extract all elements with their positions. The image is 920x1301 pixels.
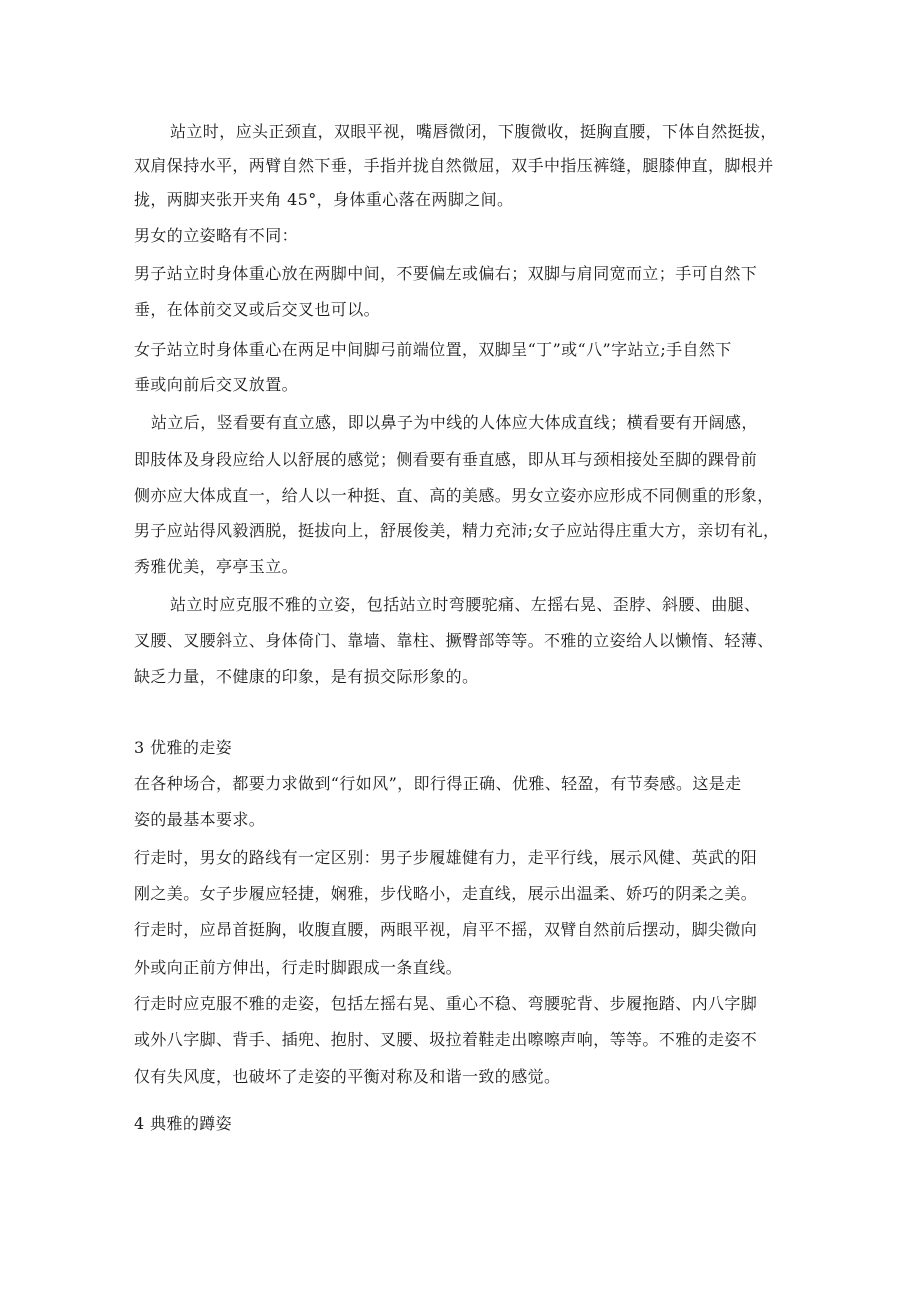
paragraph-line: 缺乏力量，不健康的印象，是有损交际形象的。 xyxy=(134,667,479,686)
paragraph-line: 男子应站得风毅洒脱，挺拔向上，舒展俊美，精力充沛;女子应站得庄重大方，亲切有礼， xyxy=(134,521,780,540)
paragraph-line: 站立后，竖看要有直立感，即以鼻子为中线的人体应大体成直线；横看要有开阔感， xyxy=(151,413,758,432)
paragraph-line: 双肩保持水平，两臂自然下垂，手指并拢自然微屈，双手中指压裤缝，腿膝伸直，脚根并 xyxy=(134,156,774,175)
paragraph-line: 垂或向前后交叉放置。 xyxy=(134,375,299,394)
paragraph-line: 叉腰、叉腰斜立、身体倚门、靠墙、靠柱、撅臀部等等。不雅的立姿给人以懒惰、轻薄、 xyxy=(134,631,774,650)
paragraph-line: 拢，两脚夹张开夹角 45°，身体重心落在两脚之间。 xyxy=(134,190,514,209)
section-heading: 3 优雅的走姿 xyxy=(134,738,233,757)
paragraph-line: 姿的最基本要求。 xyxy=(134,810,266,829)
paragraph-line: 男女的立姿略有不同： xyxy=(134,226,299,245)
paragraph-line: 行走时应克服不雅的走姿，包括左摇右晃、重心不稳、弯腰驼背、步履拖踏、内八字脚 xyxy=(134,994,758,1013)
paragraph-line: 秀雅优美，亭亭玉立。 xyxy=(134,557,299,576)
paragraph-line: 站立时，应头正颈直，双眼平视，嘴唇微闭，下腹微收，挺胸直腰，下体自然挺拔， xyxy=(170,122,777,141)
paragraph-line: 行走时，男女的路线有一定区别：男子步履雄健有力，走平行线，展示风健、英武的阳 xyxy=(134,848,758,867)
paragraph-line: 刚之美。女子步履应轻捷，娴雅，步伐略小，走直线，展示出温柔、娇巧的阴柔之美。 xyxy=(134,884,758,903)
paragraph-line: 外或向正前方伸出，行走时脚跟成一条直线。 xyxy=(134,958,463,977)
paragraph-line: 即肢体及身段应给人以舒展的感觉；侧看要有垂直感，即从耳与颈相接处至脚的踝骨前 xyxy=(134,450,758,469)
paragraph-line: 男子站立时身体重心放在两脚中间，不要偏左或偏右；双脚与肩同宽而立；手可自然下 xyxy=(134,264,758,283)
paragraph-line: 在各种场合，都要力求做到“行如风”，即行得正确、优雅、轻盈，有节奏感。这是走 xyxy=(134,774,742,793)
paragraph-line: 女子站立时身体重心在两足中间脚弓前端位置，双脚呈“丁”或“八”字站立;手自然下 xyxy=(134,340,732,359)
paragraph-line: 站立时应克服不雅的立姿，包括站立时弯腰驼痛、左摇右晃、歪脖、斜腰、曲腿、 xyxy=(170,595,761,614)
paragraph-line: 仅有失风度，也破坏了走姿的平衡对称及和谐一致的感觉。 xyxy=(134,1067,561,1086)
section-heading: 4 典雅的蹲姿 xyxy=(134,1114,233,1133)
paragraph-line: 垂，在体前交叉或后交叉也可以。 xyxy=(134,300,381,319)
paragraph-line: 侧亦应大体成直一，给人以一种挺、直、高的美感。男女立姿亦应形成不同侧重的形象， xyxy=(134,486,774,505)
paragraph-line: 行走时，应昂首挺胸，收腹直腰，两眼平视，肩平不摇，双臂自然前后摆动，脚尖微向 xyxy=(134,920,758,939)
paragraph-line: 或外八字脚、背手、插兜、抱肘、叉腰、圾拉着鞋走出嚓嚓声响，等等。不雅的走姿不 xyxy=(134,1030,758,1049)
